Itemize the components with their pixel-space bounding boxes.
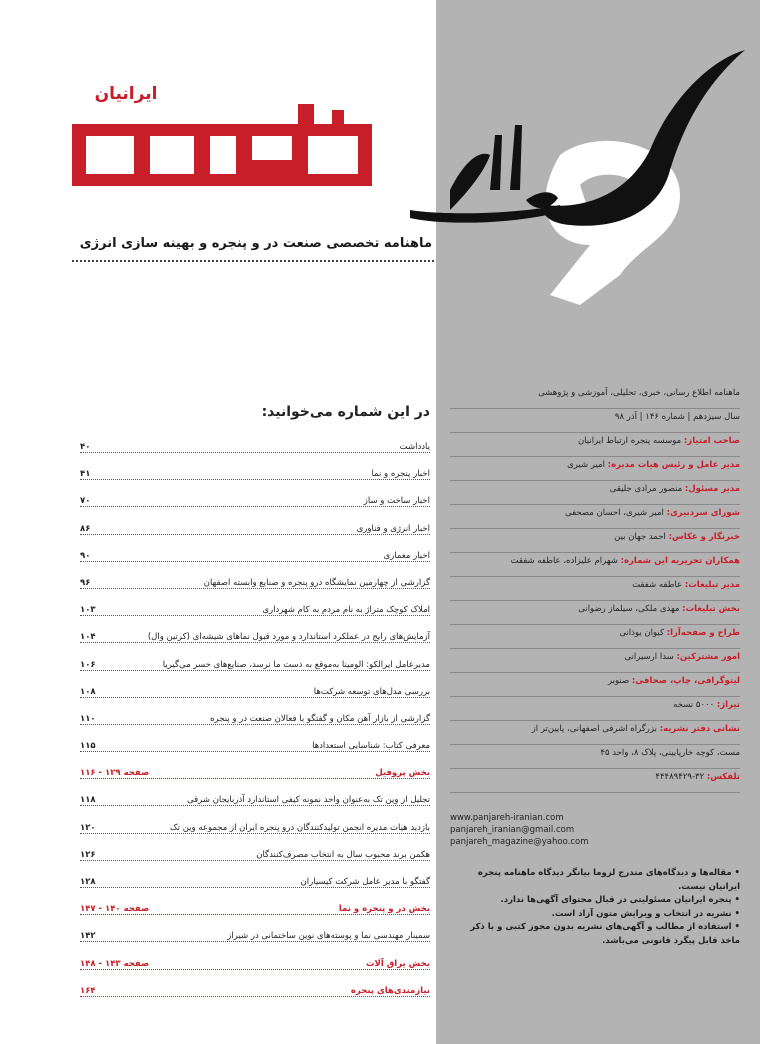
masthead-value: ۴۴۴۸۹۴۲۹-۳۲ (655, 772, 705, 782)
masthead-value: منصور مرادی جلیقی (609, 484, 683, 494)
toc-item-page: ۴۱ (80, 469, 93, 479)
masthead-label: مدیر تبلیغات: (684, 580, 740, 590)
dot-leader (80, 479, 430, 480)
dot-leader (80, 914, 430, 915)
masthead-separator (450, 600, 740, 601)
masthead-line (450, 604, 740, 628)
masthead-label: تیراژ: (716, 700, 740, 710)
dot-leader (80, 534, 430, 535)
masthead-line (450, 436, 740, 460)
toc-row[interactable] (80, 463, 430, 490)
toc-row[interactable] (80, 599, 430, 626)
toc-item-title: معرفی کتاب: شناسایی استعدادها (309, 741, 430, 751)
toc-item-title: مدیرعامل ایرالکو: الومینا به‌موقع به دست ما نرسد، صنایع‌های خسر می‌گیریا (160, 660, 430, 670)
masthead-line (450, 388, 740, 412)
masthead-label: صاحب امتیاز: (683, 436, 740, 446)
toc-item-title: آزمایش‌های رایج در عملکرد استاندارد و مورد قبول نماهای شیشه‌ای (کرتین وال) (145, 632, 430, 642)
masthead-line (450, 724, 740, 748)
dot-leader (80, 452, 430, 453)
masthead-label: همکاران تحریریه این شماره: (620, 556, 740, 566)
masthead-separator (450, 504, 740, 505)
toc-item-page: ۱۶۴ (80, 986, 99, 996)
dot-leader (80, 588, 430, 589)
toc-row[interactable] (80, 654, 430, 681)
toc-item-page: ۱۲۶ (80, 850, 99, 860)
masthead-line (450, 676, 740, 700)
toc-row[interactable] (80, 844, 430, 871)
toc-section-row[interactable] (80, 953, 430, 980)
toc-row[interactable] (80, 871, 430, 898)
dot-leader (80, 506, 430, 507)
dot-leader (80, 642, 430, 643)
toc-item-title: نیازمندی‌های پنجره (348, 986, 430, 996)
masthead-separator (450, 624, 740, 625)
toc-item-title: سمینار مهندسی نما و پوسته‌های نوین ساختمانی در شیراز (224, 931, 430, 941)
toc-item-page: ۹۰ (80, 551, 93, 561)
toc-row[interactable] (80, 789, 430, 816)
masthead-label: امور مشترکین: (676, 652, 740, 662)
masthead-credits (450, 388, 740, 796)
masthead-separator (450, 552, 740, 553)
masthead-label: طراح و صفحه‌آرا: (666, 628, 740, 638)
toc-item-page: صفحه ۱۴۳ - ۱۴۸ (80, 959, 152, 969)
disclaimer-note: • مقاله‌ها و دیدگاه‌های مندرج لزوما بیانگر دیدگاه ماهنامه پنجره ایرانیان نیست. (477, 868, 740, 892)
disclaimer-note: • پنجره ایرانیان مسئولیتی در قبال محتوای آگهی‌ها ندارد. (500, 895, 740, 905)
masthead-separator (450, 528, 740, 529)
masthead-line (450, 652, 740, 676)
disclaimer-note: • نشریه در انتخاب و ویرایش متون آزاد است. (551, 908, 740, 919)
toc-item-title: تجلیل از وین تک به‌عنوان واحد نمونه کیفی استاندارد آذربایجان شرقی (184, 795, 430, 805)
masthead-separator (450, 720, 740, 721)
masthead-value: شهرام علیزاده، عاطفه شفقت (510, 556, 618, 566)
toc-item-title: اخبار پنجره و نما (368, 469, 430, 479)
email-link[interactable]: panjareh_magazine@yahoo.com (450, 837, 589, 847)
masthead-line (450, 772, 740, 796)
masthead-line (450, 748, 740, 772)
dot-leader (80, 996, 430, 997)
masthead-label: مدیر مسئول: (684, 484, 740, 494)
toc-item-page: صفحه ۱۴۰ - ۱۴۷ (80, 904, 152, 914)
masthead-separator (450, 792, 740, 793)
toc-row[interactable] (80, 817, 430, 844)
masthead-separator (450, 408, 740, 409)
masthead-label: خبرنگار و عکاس: (668, 532, 740, 542)
masthead-separator (450, 768, 740, 769)
toc-row[interactable] (80, 708, 430, 735)
toc-item-page: ۱۲۸ (80, 877, 99, 887)
toc-item-title: یادداشت (397, 442, 430, 452)
toc-row[interactable] (80, 572, 430, 599)
masthead-value: سال سیزدهم | شماره ۱۴۶ | آذر ۹۸ (614, 412, 740, 422)
masthead-separator (450, 576, 740, 577)
website-link[interactable]: www.panjareh-iranian.com (450, 813, 564, 823)
toc-item-page: صفحه ۱۲۹ - ۱۱۶ (80, 768, 152, 778)
masthead-label: مدیر عامل و رئیس هیات مدیره: (607, 460, 740, 470)
toc-item-page: ۱۱۰ (80, 714, 99, 724)
dot-leader (80, 697, 430, 698)
disclaimer-note: • استفاده از مطالب و آگهی‌های نشریه بدون مجوز کتبی و با ذکر ماخذ قابل پیگرد قانونی می‌باشد. (470, 922, 740, 946)
masthead-separator (450, 432, 740, 433)
masthead-value: موسسه پنجره ارتباط ایرانیان (577, 436, 682, 446)
toc-item-title: گزارشی از بازار آهن مکان و گفتگو با فعالان صنعت در و پنجره (207, 714, 430, 724)
toc-item-title: املاک کوچک متراژ به نام مردم به کام شهرداری (259, 605, 430, 615)
masthead-value: کیوان یوذانی (619, 628, 665, 638)
toc-item-title: اخبار انرژی و فناوری (354, 524, 430, 534)
dot-leader (80, 751, 430, 752)
masthead-label: لیتوگرافی، چاپ، صحافی: (631, 676, 740, 686)
dot-leader (80, 860, 430, 861)
masthead-separator (450, 480, 740, 481)
masthead-value: احمد جهان بین (614, 532, 666, 542)
brand-subtitle: ایرانیان (94, 84, 158, 104)
masthead-line (450, 532, 740, 556)
toc-row[interactable] (80, 436, 430, 463)
masthead-separator (450, 648, 740, 649)
masthead-label: تلفکس: (706, 772, 740, 782)
dot-leader (80, 778, 430, 779)
toc-item-title: گزارشی از چهارمین نمایشگاه درو پنجره و صنایع وابسته اصفهان (201, 578, 430, 588)
toc-row[interactable] (80, 681, 430, 708)
toc-item-page: ۱۰۳ (80, 605, 99, 615)
toc-item-title: بخش پروفیل (372, 768, 430, 778)
toc-section-row[interactable] (80, 980, 430, 1007)
toc-item-page: ۷۰ (80, 496, 93, 506)
toc-row[interactable] (80, 626, 430, 653)
email-link[interactable]: panjareh_iranian@gmail.com (450, 825, 575, 835)
toc-section-row[interactable] (80, 898, 430, 925)
toc-item-title: بخش در و پنجره و نما (336, 904, 430, 914)
masthead-separator (450, 672, 740, 673)
brand-logo (72, 104, 372, 194)
toc-item-title: بازدید هیات مدیره انجمن تولیدکنندگان درو پنجره ایران از مجموعه وین تک (167, 823, 430, 833)
toc-item-title: بررسی مدل‌های توسعه شرکت‌ها (311, 687, 430, 697)
dot-leader (80, 969, 430, 970)
toc-section-row[interactable] (80, 762, 430, 789)
toc-item-page: ۱۱۸ (80, 795, 99, 805)
toc-item-title: بخش یراق آلات (363, 959, 430, 969)
toc-row[interactable] (80, 490, 430, 517)
toc-item-title: هکمن برند محبوب سال به انتخاب مصرف‌کنندگان (253, 850, 430, 860)
masthead-value: ۵۰۰۰ نسخه (673, 700, 715, 710)
masthead-value: عاطفه شفقت (632, 580, 683, 590)
toc-item-title: گفتگو با مدیر عامل شرکت کیسیاران (298, 877, 430, 887)
masthead-value: مهدی ملکی، سیلماز رضوانی (578, 604, 680, 614)
dot-leader (80, 615, 430, 616)
toc-item-page: ۱۰۸ (80, 687, 99, 697)
toc-item-page: ۹۶ (80, 578, 93, 588)
dot-leader (80, 561, 430, 562)
masthead-value: صنوبر (607, 676, 630, 686)
masthead-line (450, 484, 740, 508)
toc-row[interactable] (80, 735, 430, 762)
masthead-label: شورای سردبیری: (666, 508, 740, 518)
toc-item-page: ۱۰۶ (80, 660, 99, 670)
contact-block (450, 812, 740, 848)
toc-item-page: ۴۰ (80, 442, 93, 452)
masthead-line (450, 580, 740, 604)
masthead-line (450, 412, 740, 436)
toc-row[interactable] (80, 518, 430, 545)
brand-tagline: ماهنامه تخصصی صنعت در و پنجره و بهینه سازی انرژی (79, 236, 432, 251)
dot-leader (80, 941, 430, 942)
toc-item-page: ۱۲۰ (80, 823, 99, 833)
masthead-line (450, 556, 740, 580)
toc-heading: در این شماره می‌خوانید: (261, 404, 430, 420)
dot-leader (80, 670, 430, 671)
dot-leader (80, 887, 430, 888)
masthead-value: مست، کوچه خارپایینی، پلاک ۸، واحد ۴۵ (600, 748, 740, 758)
masthead-label: نشانی دفتر نشریه: (659, 724, 740, 734)
toc-row[interactable] (80, 925, 430, 952)
masthead-line (450, 628, 740, 652)
masthead-value: بزرگراه اشرفی اصفهانی، پایین‌تر از (531, 724, 657, 734)
toc-item-page: ۸۶ (80, 524, 93, 534)
toc-row[interactable] (80, 545, 430, 572)
masthead-value: سدا ارسیرانی (624, 652, 674, 662)
dot-leader (80, 833, 430, 834)
header-divider (72, 260, 434, 262)
dot-leader (80, 805, 430, 806)
masthead-line (450, 508, 740, 532)
disclaimer-notes (450, 867, 740, 948)
toc-item-page: ۱۱۵ (80, 741, 99, 751)
masthead-label: بخش تبلیغات: (682, 604, 740, 614)
toc-item-title: اخبار معماری (381, 551, 431, 561)
masthead-separator (450, 744, 740, 745)
toc-item-page: ۱۴۲ (80, 931, 99, 941)
masthead-separator (450, 696, 740, 697)
table-of-contents (80, 436, 430, 1007)
masthead-value: ماهنامه اطلاع رسانی، خبری، تحلیلی، آموزشی و پژوهشی (538, 388, 740, 398)
toc-item-page: ۱۰۴ (80, 632, 99, 642)
masthead-line (450, 700, 740, 724)
masthead-value: امیر شیری (567, 460, 605, 470)
dot-leader (80, 724, 430, 725)
masthead-separator (450, 456, 740, 457)
masthead-line (450, 460, 740, 484)
toc-item-title: اخبار ساخت و ساز (361, 496, 430, 506)
masthead-value: امیر شیری، احسان مصحفی (565, 508, 664, 518)
